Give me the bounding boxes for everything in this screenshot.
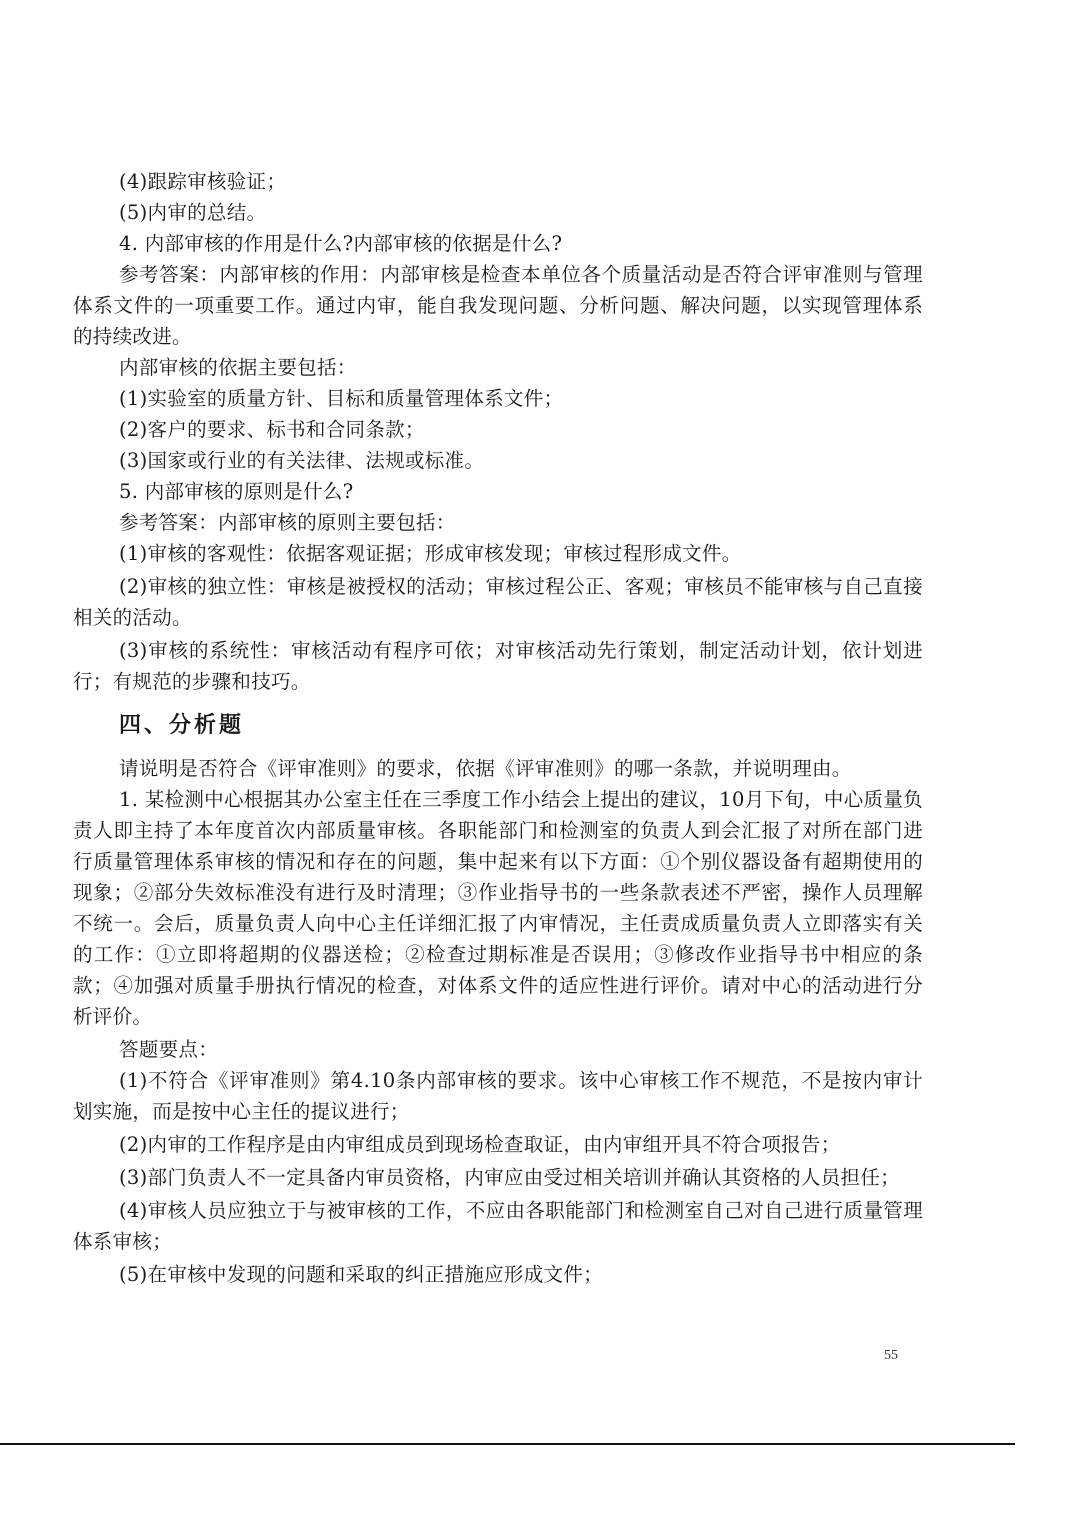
document-page bbox=[73, 166, 923, 1290]
answer-paragraph: 参考答案：内部审核的作用：内部审核是检查本单位各个质量活动是否符合评审准则与管理体系文件的一项重要工作。通过内审，能自我发现问题、分析问题、解决问题，以实现管理体系的持续改进。 bbox=[73, 263, 923, 348]
list-item: (4)跟踪审核验证； bbox=[119, 170, 287, 193]
answer-item: (2)内审的工作程序是由内审组成员到现场检查取证，由内审组开具不符合项报告； bbox=[119, 1133, 841, 1156]
list-item: (5)内审的总结。 bbox=[119, 201, 267, 224]
list-item: (2)客户的要求、标书和合同条款； bbox=[119, 418, 425, 441]
answer-paragraph: 参考答案：内部审核的原则主要包括： bbox=[119, 511, 456, 534]
question-title: 5. 内部审核的原则是什么? bbox=[119, 480, 354, 503]
list-item: (3)审核的系统性：审核活动有程序可依；对审核活动先行策划，制定活动计划，依计划进行；有规范的步骤和技巧。 bbox=[73, 639, 923, 693]
list-item: (1)审核的客观性：依据客观证据；形成审核发现；审核过程形成文件。 bbox=[119, 542, 742, 565]
section-heading: 四、分析题 bbox=[119, 713, 245, 738]
list-item: (1)实验室的质量方针、目标和质量管理体系文件； bbox=[119, 387, 564, 410]
page-number: 55 bbox=[884, 1348, 898, 1363]
answer-item: (1)不符合《评审准则》第4.10条内部审核的要求。该中心审核工作不规范，不是按内审计划实施，而是按中心主任的提议进行； bbox=[73, 1069, 923, 1123]
list-item: (3)国家或行业的有关法律、法规或标准。 bbox=[119, 449, 485, 472]
footer-divider bbox=[0, 1443, 1015, 1445]
answer-item: (4)审核人员应独立于与被审核的工作，不应由各职能部门和检测室自己对自己进行质量管理体系审核； bbox=[73, 1199, 923, 1253]
paragraph: 内部审核的依据主要包括： bbox=[119, 356, 357, 379]
section-intro: 请说明是否符合《评审准则》的要求，依据《评审准则》的哪一条款，并说明理由。 bbox=[119, 757, 852, 780]
answer-item: (5)在审核中发现的问题和采取的纠正措施应形成文件； bbox=[119, 1263, 603, 1286]
list-item: (2)审核的独立性：审核是被授权的活动；审核过程公正、客观；审核员不能审核与自己直接相关的活动。 bbox=[73, 575, 923, 629]
answer-title: 答题要点： bbox=[119, 1038, 219, 1061]
answer-item: (3)部门负责人不一定具备内审员资格，内审应由受过相关培训并确认其资格的人员担任； bbox=[119, 1166, 900, 1189]
question-title: 4. 内部审核的作用是什么?内部审核的依据是什么? bbox=[119, 232, 563, 255]
case-paragraph: 1. 某检测中心根据其办公室主任在三季度工作小结会上提出的建议，10月下旬，中心质量负责人即主持了本年度首次内部质量审核。各职能部门和检测室的负责人到会汇报了对所在部门进行质量管理体系审核的情况和存在的问题，集中起来有以下方面：①个别仪器设备有超期使用的现象；②部分失效标准没有进行及时清理；③作业指导书的一些条款表述不严密，操作人员理解不统一。会后，质量负责人向中心主任详细汇报了内审情况，主任责成质量负责人立即落实有关的工作：①立即将超期的仪器送检；②检查过期标准是否误用；③修改作业指导书中相应的条款；④加强对质量手册执行情况的检查，对体系文件的适应性进行评价。请对中心的活动进行分析评价。 bbox=[73, 788, 923, 1028]
